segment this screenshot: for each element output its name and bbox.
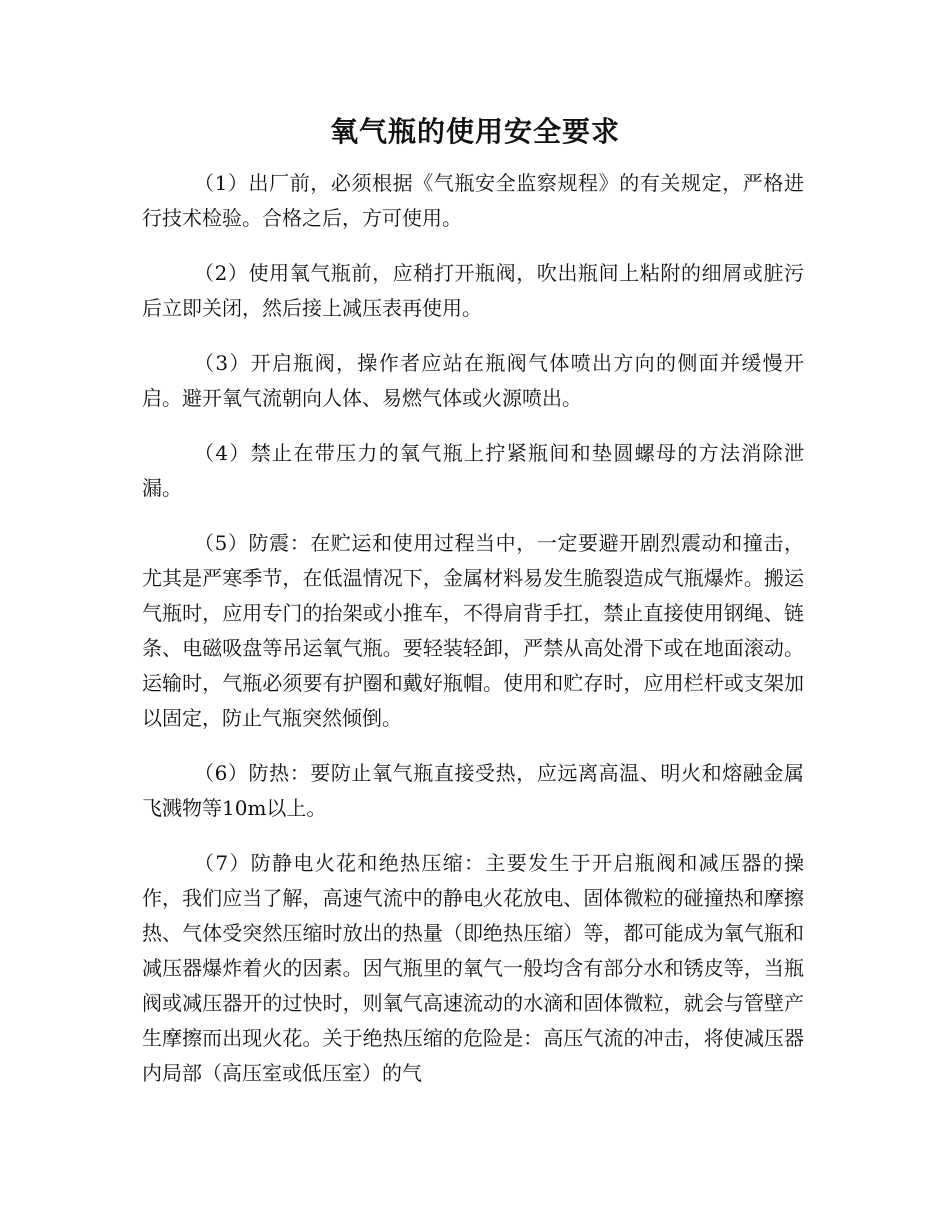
paragraph-3: （3）开启瓶阀，操作者应站在瓶阀气体喷出方向的侧面并缓慢开启。避开氧气流朝向人体、易燃气体或火源喷出。 [142, 351, 804, 410]
paragraph-2: （2）使用氧气瓶前，应稍打开瓶阀，吹出瓶间上粘附的细屑或脏污后立即关闭，然后接上减压表再使用。 [142, 261, 804, 320]
document-title: 氧气瓶的使用安全要求 [329, 115, 620, 148]
paragraph-1: （1）出厂前，必须根据《气瓶安全监察规程》的有关规定，严格进行技术检验。合格之后，方可使用。 [142, 171, 804, 230]
paragraph-5: （5）防震：在贮运和使用过程当中，一定要避开剧烈震动和撞击，尤其是严寒季节，在低温情况下，金属材料易发生脆裂造成气瓶爆炸。搬运气瓶时，应用专门的抬架或小推车，不得肩背手扛，禁止直接使用钢绳、链条、电磁吸盘等吊运氧气瓶。要轻装轻卸，严禁从高处滑下或在地面滚动。运输时，气瓶必须要有护圈和戴好瓶帽。使用和贮存时，应用栏杆或支架加以固定，防止气瓶突然倾倒。 [142, 531, 804, 730]
paragraph-4: （4）禁止在带压力的氧气瓶上拧紧瓶间和垫圆螺母的方法消除泄漏。 [142, 441, 804, 500]
document-body [142, 166, 804, 1111]
paragraph-6: （6）防热：要防止氧气瓶直接受热，应远离高温、明火和熔融金属飞溅物等10m以上。 [142, 761, 804, 820]
paragraph-7: （7）防静电火花和绝热压缩：主要发生于开启瓶阀和减压器的操作，我们应当了解，高速气流中的静电火花放电、固体微粒的碰撞热和摩擦热、气体受突然压缩时放出的热量（即绝热压缩）等，都可能成为氧气瓶和减压器爆炸着火的因素。因气瓶里的氧气一般均含有部分水和锈皮等，当瓶阀或减压器开的过快时，则氧气高速流动的水滴和固体微粒，就会与管壁产生摩擦而出现火花。关于绝热压缩的危险是：高压气流的冲击，将使减压器内局部（高压室或低压室）的气 [142, 851, 804, 1085]
